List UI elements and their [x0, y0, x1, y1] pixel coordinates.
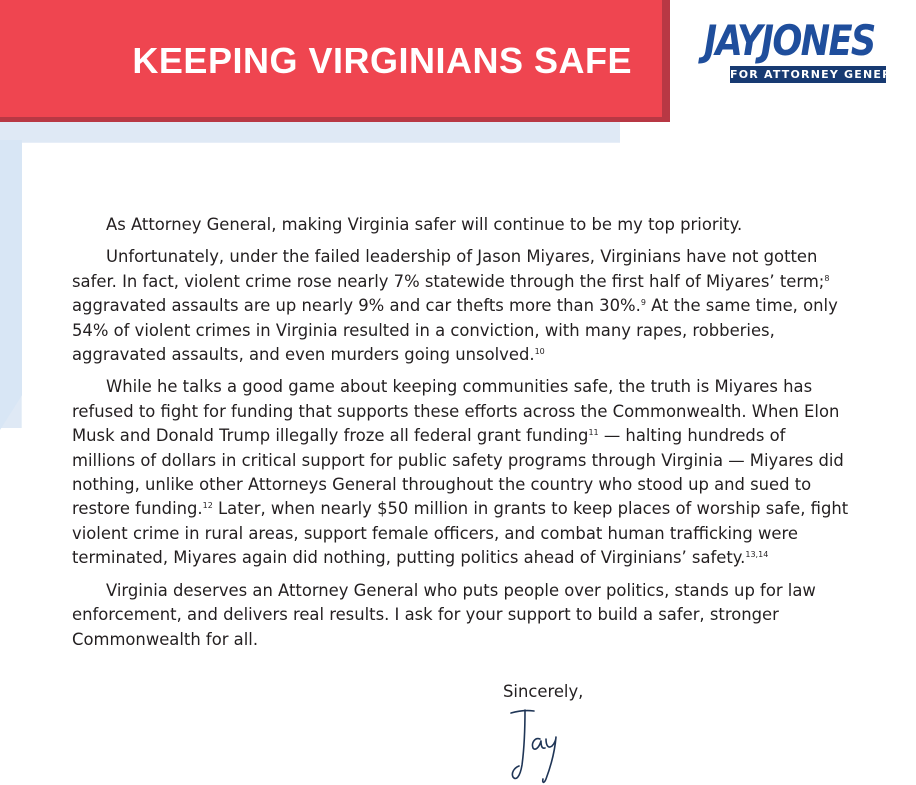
footnote-ref: 11: [588, 428, 599, 438]
signature-jay: [508, 705, 578, 785]
text-run: While he talks a good game about keeping communities safe, the truth is Miyares has refused to fight for funding that supports these efforts across the Commonwealth. When Elon Musk and Donald Trump illegally froze all federal grant funding: [72, 377, 840, 446]
text-run: Unfortunately, under the failed leadership of Jason Miyares, Virginians have not gotten safer. In fact, violent crime rose nearly 7% statewide through the first half of Miyares’ term;: [72, 247, 825, 291]
text-run: Later, when nearly $50 million in grants to keep places of worship safe, fight violent crime in rural areas, support female officers, and combat human trafficking were terminated, Miyares again did nothing, putting politics ahead of Virginians’ safety.: [72, 499, 849, 568]
text-run: — halting hundreds of millions of dollars in critical support for public safety programs through Virginia — Miyares did nothing, unlike other Attorneys General throughout the country who stood up and sued to restore funding.: [72, 426, 844, 519]
paragraph-2: [72, 245, 852, 367]
paragraph-4: Virginia deserves an Attorney General who puts people over politics, stands up for law enforcement, and delivers real results. I ask for your support to build a safer, stronger Commonwealth for all.: [72, 580, 816, 649]
letter-body: [72, 213, 852, 660]
footnote-ref: 8: [824, 273, 830, 283]
decorative-blue-stripe: [0, 140, 22, 430]
text-run: At the same time, only 54% of violent crimes in Virginia resulted in a conviction, with many rapes, robberies, aggravated assaults, and even murders going unsolved.: [72, 296, 838, 365]
closing-salutation: Sincerely,: [503, 682, 584, 701]
paragraph-3: [72, 375, 852, 570]
footnote-ref: 9: [640, 298, 646, 308]
footnote-ref: 13,14: [745, 550, 769, 560]
header-banner: [0, 0, 662, 117]
page-title: KEEPING VIRGINIANS SAFE: [132, 39, 632, 81]
logo-name: JAYJONES: [704, 16, 875, 65]
text-run: aggravated assaults are up nearly 9% and car thefts more than 30%.: [72, 296, 641, 316]
campaign-logo: [704, 16, 910, 83]
footnote-ref: 12: [202, 501, 213, 511]
logo-subtitle: FOR ATTORNEY GENERAL: [730, 68, 910, 81]
paragraph-1: As Attorney General, making Virginia safer will continue to be my top priority.: [106, 215, 743, 234]
footnote-ref: 10: [534, 347, 545, 357]
